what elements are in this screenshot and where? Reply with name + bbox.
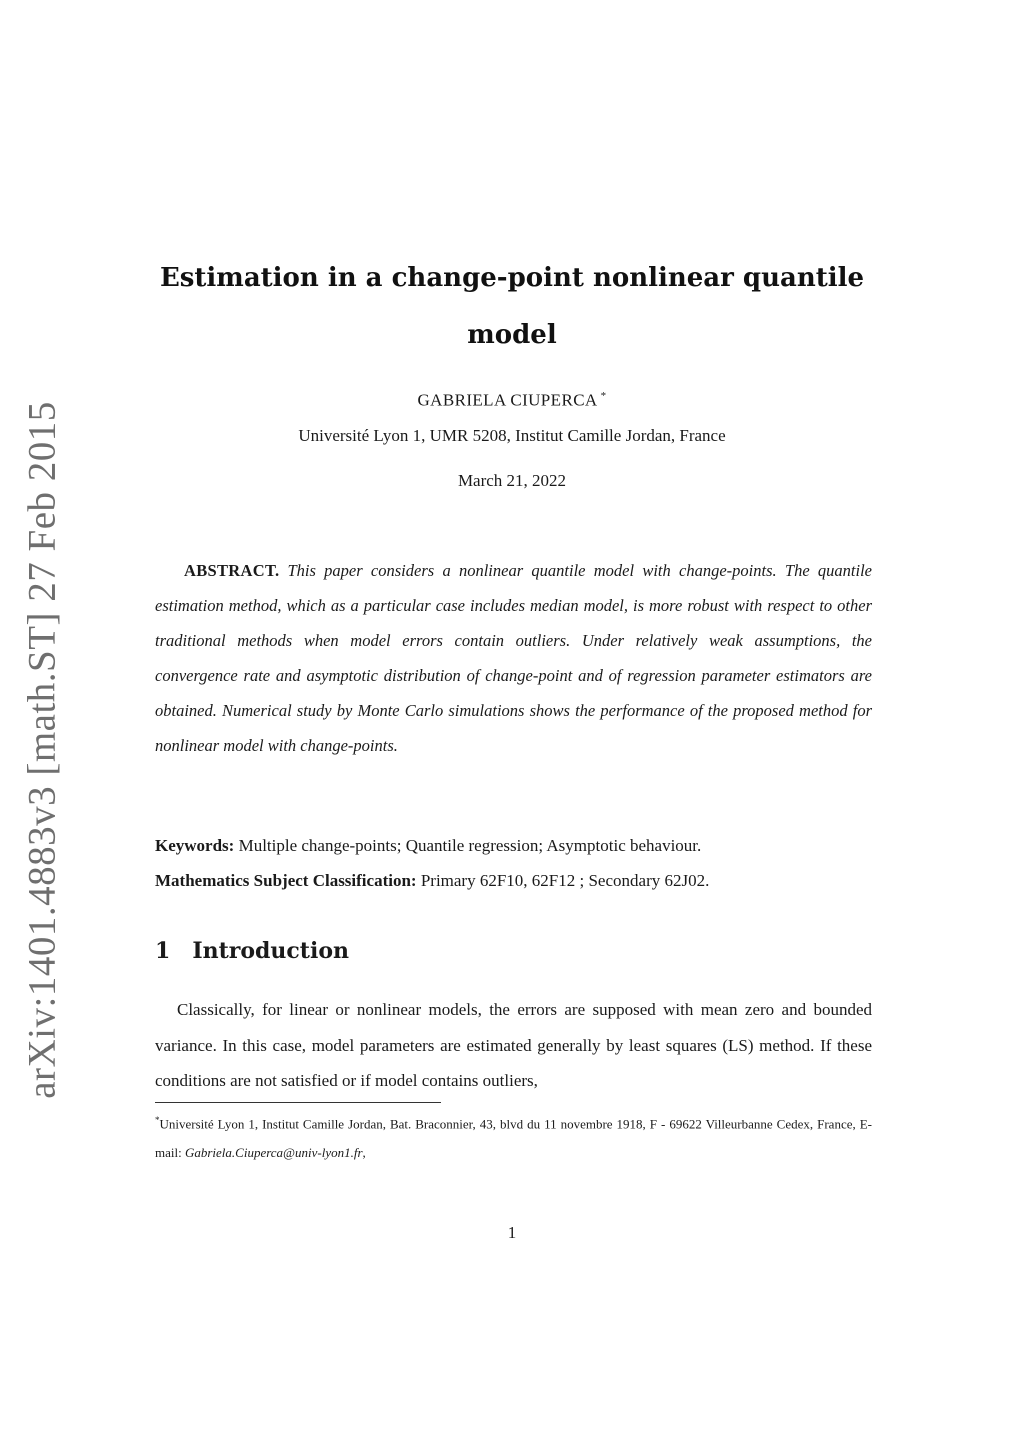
intro-paragraph: Classically, for linear or nonlinear models, the errors are supposed with mean zero and bounded variance. In this case, model parameters are estimated generally by least squares (LS) method. If these conditions are not satisfied or if model contains outliers, (155, 1000, 872, 1090)
keywords-label: Keywords: (155, 836, 235, 855)
footnote-trailing: , (362, 1145, 366, 1161)
msc-text: Primary 62F10, 62F12 ; Secondary 62J02. (420, 871, 710, 890)
footnote (155, 1106, 872, 1167)
section-title: Introduction (192, 938, 349, 964)
keywords-text: Multiple change-points; Quantile regression; Asymptotic behaviour. (238, 836, 702, 855)
footnote-marker: * (155, 1115, 160, 1125)
abstract-label: ABSTRACT. (184, 561, 280, 580)
msc-classification (155, 871, 872, 891)
paper-date: March 21, 2022 (457, 471, 567, 490)
keywords (155, 836, 872, 856)
section-number: 1 (155, 938, 171, 964)
section-heading-introduction (155, 938, 349, 964)
title-line-1: Estimation in a change-point nonlinear quantile (159, 263, 865, 293)
msc-label: Mathematics Subject Classification: (155, 871, 417, 890)
page-number: 1 (507, 1223, 517, 1242)
author-affiliation: Université Lyon 1, UMR 5208, Institut Camille Jordan, France (298, 426, 726, 445)
author-line (0, 390, 1024, 411)
author-name: GABRIELA CIUPERCA (417, 390, 598, 410)
footnote-email: Gabriela.Ciuperca@univ-lyon1.fr (184, 1145, 363, 1161)
title-line-2: model (467, 320, 557, 350)
footnote-text: Université Lyon 1, Institut Camille Jordan, Bat. Braconnier, 43, blvd du 11 novembre 1918, F - 69622 Villeurbanne Cedex, France, E-mail: (155, 1116, 872, 1161)
author-footnote-marker: * (600, 390, 607, 402)
abstract (155, 553, 872, 763)
abstract-text: This paper considers a nonlinear quantile model with change-points. The quantile estimation method, which as a particular case includes median model, is more robust with respect to other traditional methods when model errors contain outliers. Under relatively weak assumptions, the convergence rate and asymptotic distribution of change-point and of regression parameter estimators are obtained. Numerical study by Monte Carlo simulations shows the performance of the proposed method for nonlinear model with change-points. (155, 561, 872, 755)
footnote-rule (155, 1102, 441, 1103)
paper-title (0, 250, 1024, 364)
arxiv-identifier: arXiv:1401.4883v3 [math.ST] 27 Feb 2015 (20, 401, 64, 1099)
